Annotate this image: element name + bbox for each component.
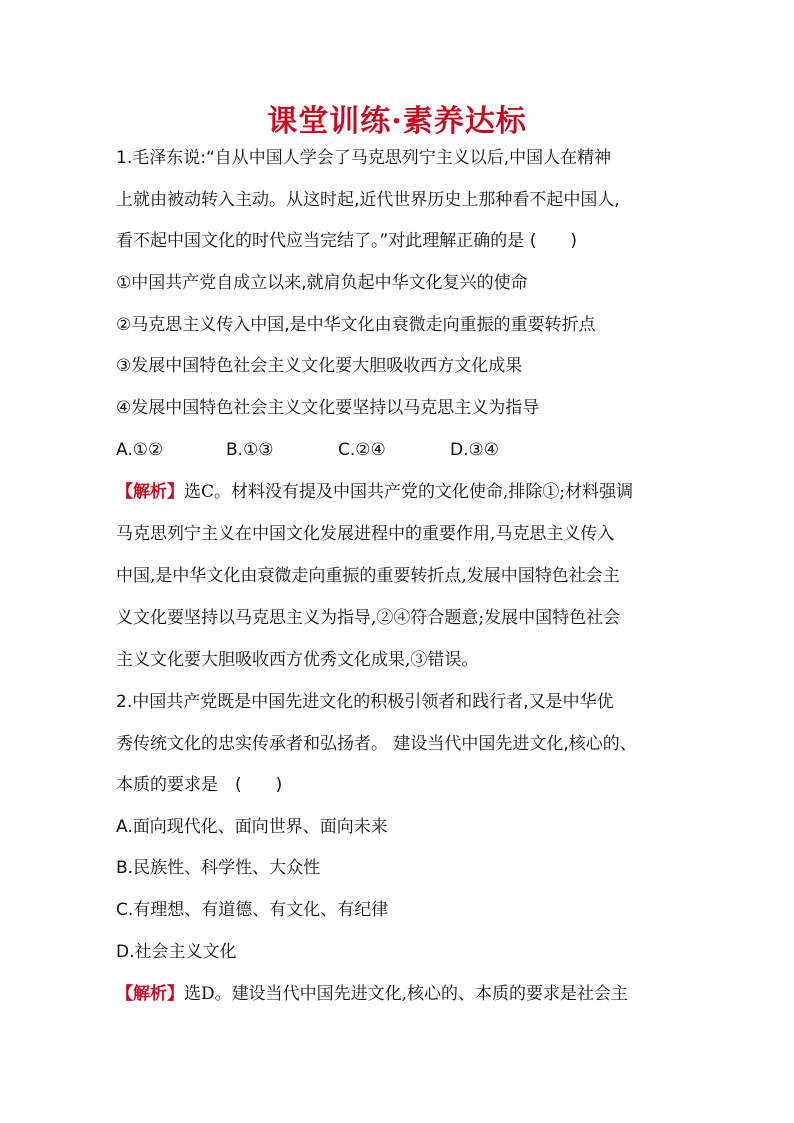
q1-statement-3: ③发展中国特色社会主义文化要大胆吸收西方文化成果 xyxy=(116,356,523,376)
q1-statement-4: ④发展中国特色社会主义文化要坚持以马克思主义为指导 xyxy=(116,398,540,418)
q1-stem-line-2: 上就由被动转入主动。从这时起,近代世界历史上那种看不起中国人, xyxy=(116,190,620,210)
q1-option-d: D.③④ xyxy=(450,440,499,460)
q1-analysis-text-1: 选C。材料没有提及中国共产党的文化使命,排除①;材料强调 xyxy=(184,482,634,502)
q1-analysis-line-4: 义文化要坚持以马克思主义为指导,②④符合题意;发展中国特色社会 xyxy=(116,608,621,628)
q2-stem-line-2: 秀传统文化的忠实传承者和弘扬者。 建设当代中国先进文化,核心的、 xyxy=(116,734,637,754)
q1-statement-2: ②马克思主义传入中国,是中华文化由衰微走向重振的重要转折点 xyxy=(116,315,596,335)
q1-statement-1: ①中国共产党自成立以来,就肩负起中华文化复兴的使命 xyxy=(116,273,528,293)
q2-analysis-line-1 xyxy=(116,982,696,1006)
q1-analysis-line-3: 中国,是中华文化由衰微走向重振的重要转折点,发展中国特色社会主 xyxy=(116,566,620,586)
q2-analysis-text-1: 选D。建设当代中国先进文化,核心的、本质的要求是社会主 xyxy=(184,984,629,1004)
q2-option-c: C.有理想、有道德、有文化、有纪律 xyxy=(116,900,389,920)
q1-analysis-line-2: 马克思列宁主义在中国文化发展进程中的重要作用,马克思主义传入 xyxy=(116,524,615,544)
q1-stem-line-1: 1.毛泽东说:“自从中国人学会了马克思列宁主义以后,中国人在精神 xyxy=(116,148,612,168)
q1-option-a: A.①② xyxy=(116,440,164,460)
analysis-label: 【解析】 xyxy=(116,482,184,502)
q2-option-b: B.民族性、科学性、大众性 xyxy=(116,858,321,878)
q1-stem-line-3: 看不起中国文化的时代应当完结了。”对此理解正确的是 ( ) xyxy=(116,231,577,251)
q2-stem-line-1: 2.中国共产党既是中国先进文化的积极引领者和践行者,又是中华优 xyxy=(116,692,614,712)
q1-analysis-line-1 xyxy=(116,480,696,504)
q2-stem-line-3: 本质的要求是 ( ) xyxy=(116,775,283,795)
q1-option-b: B.①③ xyxy=(226,440,274,460)
q1-options xyxy=(116,438,696,462)
analysis-label: 【解析】 xyxy=(116,984,184,1004)
q1-analysis-line-5: 主义文化要大胆吸收西方优秀文化成果,③错误。 xyxy=(116,650,479,670)
q2-option-a: A.面向现代化、面向世界、面向未来 xyxy=(116,817,388,837)
page-title: 课堂训练·素养达标 xyxy=(267,104,527,139)
q1-option-c: C.②④ xyxy=(338,440,386,460)
q2-option-d: D.社会主义文化 xyxy=(116,942,237,962)
